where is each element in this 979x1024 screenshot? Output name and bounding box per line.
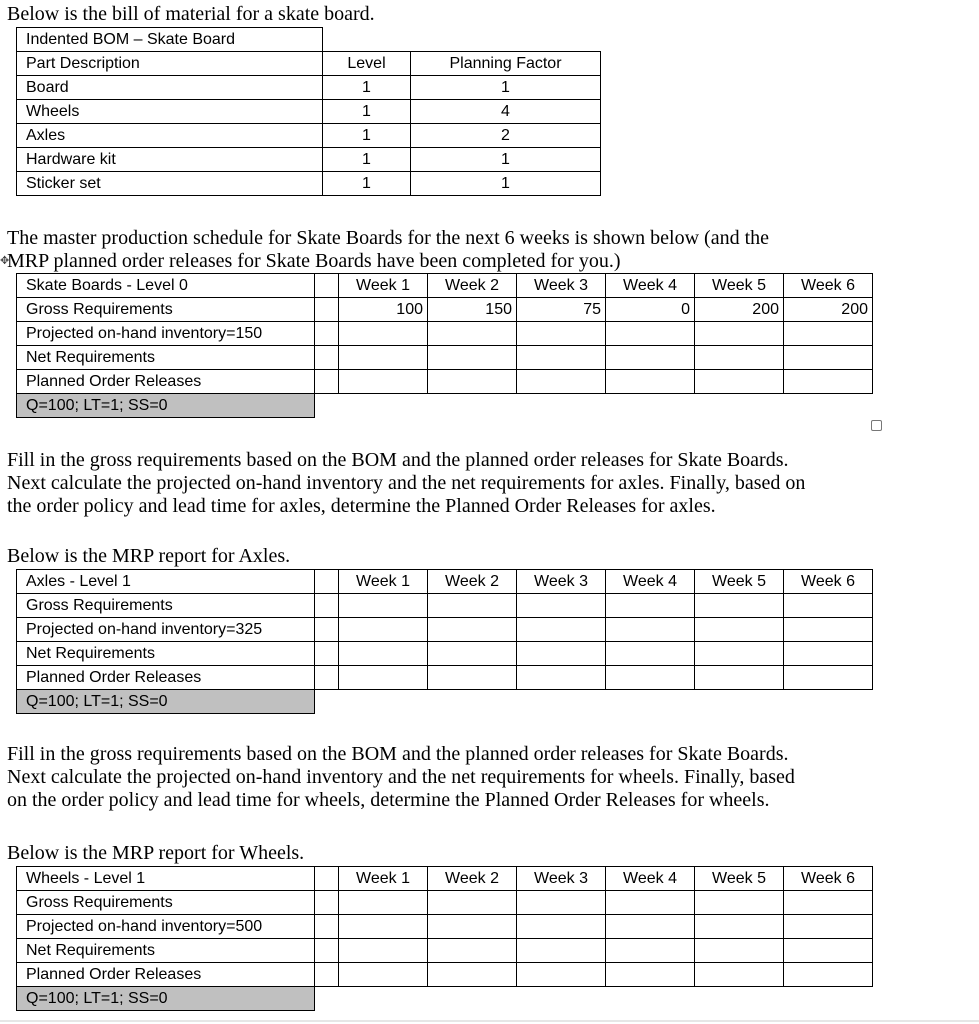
axles-instr-line-3: the order policy and lead time for axles, determine the Planned Order Releases for axles. (7, 495, 716, 517)
week-header: Week 2 (428, 570, 517, 594)
axles-instr-line-2: Next calculate the projected on-hand inventory and the net requirements for axles. Finally, based on (7, 472, 806, 494)
table-row (17, 370, 873, 394)
week-header: Week 6 (784, 274, 873, 298)
table-row (17, 666, 873, 690)
bom-level: 1 (323, 148, 411, 172)
gross-value: 100 (339, 298, 428, 322)
week-header: Week 3 (517, 274, 606, 298)
bom-part-board: Board (17, 76, 323, 100)
gross-value: 150 (428, 298, 517, 322)
bom-table (16, 27, 601, 196)
gross-value: 75 (517, 298, 606, 322)
gross-value: 200 (695, 298, 784, 322)
table-row (17, 100, 601, 124)
planned-order-releases-label: Planned Order Releases (17, 963, 315, 987)
wheels-instr-line-2: Next calculate the projected on-hand inventory and the net requirements for wheels. Finally, based (7, 766, 795, 788)
table-row (17, 124, 601, 148)
axles-heading: Below is the MRP report for Axles. (7, 545, 291, 567)
table-move-handle-icon[interactable]: ✥ (0, 254, 10, 267)
intro-text: Below is the bill of material for a skate board. (7, 3, 375, 25)
table-row (17, 594, 873, 618)
bom-level: 1 (323, 172, 411, 196)
table-row (17, 987, 873, 1011)
order-policy: Q=100; LT=1; SS=0 (17, 690, 315, 714)
table-row (17, 148, 601, 172)
bom-factor: 2 (411, 124, 601, 148)
bom-header-factor: Planning Factor (411, 52, 601, 76)
table-row (17, 939, 873, 963)
planned-order-releases-label: Planned Order Releases (17, 370, 315, 394)
week-header: Week 2 (428, 274, 517, 298)
page-bottom-edge (0, 1020, 979, 1022)
wheels-mrp-table (16, 866, 873, 1011)
axles-instructions (7, 449, 805, 518)
table-row (17, 867, 873, 891)
gross-requirements-label: Gross Requirements (17, 594, 315, 618)
gross-requirements-label: Gross Requirements (17, 891, 315, 915)
wheels-title: Wheels - Level 1 (17, 867, 315, 891)
week-header: Week 3 (517, 867, 606, 891)
gross-value: 200 (784, 298, 873, 322)
wheels-instructions (7, 743, 795, 812)
table-row (17, 394, 873, 418)
week-header: Week 1 (339, 570, 428, 594)
axles-instr-line-1: Fill in the gross requirements based on the BOM and the planned order releases for Skate Boards. (7, 449, 789, 471)
table-resize-handle-icon[interactable] (871, 420, 882, 431)
onhand-label: Projected on-hand inventory=325 (17, 618, 315, 642)
bom-level: 1 (323, 124, 411, 148)
gross-value: 0 (606, 298, 695, 322)
table-row (17, 298, 873, 322)
table-row (17, 642, 873, 666)
week-header: Week 5 (695, 867, 784, 891)
week-header: Week 2 (428, 867, 517, 891)
bom-title: Indented BOM – Skate Board (17, 28, 323, 52)
week-header: Week 1 (339, 867, 428, 891)
skateboards-mrp-table (16, 273, 873, 418)
table-row (17, 570, 873, 594)
table-row (17, 322, 873, 346)
bom-factor: 1 (411, 76, 601, 100)
gross-requirements-label: Gross Requirements (17, 298, 315, 322)
table-row (17, 891, 873, 915)
skateboards-title: Skate Boards - Level 0 (17, 274, 315, 298)
mps-paragraph (7, 227, 769, 273)
week-header: Week 6 (784, 570, 873, 594)
bom-part-hardware: Hardware kit (17, 148, 323, 172)
bom-part-axles: Axles (17, 124, 323, 148)
net-requirements-label: Net Requirements (17, 642, 315, 666)
week-header: Week 1 (339, 274, 428, 298)
order-policy: Q=100; LT=1; SS=0 (17, 987, 315, 1011)
onhand-label: Projected on-hand inventory=150 (17, 322, 315, 346)
table-row (17, 274, 873, 298)
bom-part-wheels: Wheels (17, 100, 323, 124)
table-row (17, 172, 601, 196)
wheels-heading: Below is the MRP report for Wheels. (7, 842, 305, 864)
axles-mrp-table (16, 569, 873, 714)
bom-part-sticker: Sticker set (17, 172, 323, 196)
bom-level: 1 (323, 100, 411, 124)
bom-factor: 1 (411, 172, 601, 196)
mps-line-2: MRP planned order releases for Skate Boards have been completed for you.) (7, 250, 621, 272)
bom-factor: 4 (411, 100, 601, 124)
mps-line-1: The master production schedule for Skate Boards for the next 6 weeks is shown below (and the (7, 227, 770, 249)
bom-factor: 1 (411, 148, 601, 172)
table-row (17, 690, 873, 714)
table-row (17, 963, 873, 987)
axles-title: Axles - Level 1 (17, 570, 315, 594)
table-row (17, 346, 873, 370)
bom-header-level: Level (323, 52, 411, 76)
table-row (17, 76, 601, 100)
week-header: Week 6 (784, 867, 873, 891)
bom-header-row (17, 52, 601, 76)
planned-order-releases-label: Planned Order Releases (17, 666, 315, 690)
week-header: Week 5 (695, 274, 784, 298)
week-header: Week 4 (606, 274, 695, 298)
net-requirements-label: Net Requirements (17, 939, 315, 963)
week-header: Week 4 (606, 570, 695, 594)
order-policy: Q=100; LT=1; SS=0 (17, 394, 315, 418)
net-requirements-label: Net Requirements (17, 346, 315, 370)
table-row (17, 618, 873, 642)
bom-level: 1 (323, 76, 411, 100)
wheels-instr-line-3: on the order policy and lead time for wheels, determine the Planned Order Releases for wheels. (7, 789, 770, 811)
wheels-instr-line-1: Fill in the gross requirements based on the BOM and the planned order releases for Skate Boards. (7, 743, 789, 765)
week-header: Week 3 (517, 570, 606, 594)
table-row (17, 915, 873, 939)
week-header: Week 4 (606, 867, 695, 891)
week-header: Week 5 (695, 570, 784, 594)
bom-header-part: Part Description (17, 52, 323, 76)
onhand-label: Projected on-hand inventory=500 (17, 915, 315, 939)
bom-title-row (17, 28, 601, 52)
